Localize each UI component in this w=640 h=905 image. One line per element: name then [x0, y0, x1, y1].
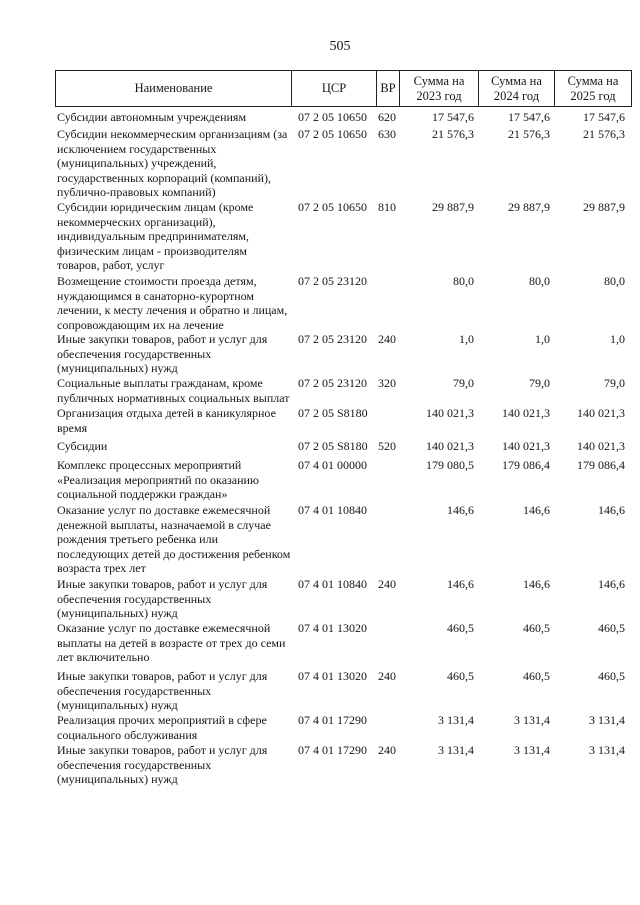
row-sum-2025: 29 887,9	[583, 200, 625, 214]
row-sum-2023: 3 131,4	[438, 743, 474, 757]
row-csr-code: 07 4 01 10840	[298, 503, 367, 517]
row-csr-code: 07 2 05 10650	[298, 200, 367, 214]
row-sum-2024: 140 021,3	[502, 406, 550, 420]
page-number: 505	[329, 39, 351, 54]
row-csr-code: 07 4 01 10840	[298, 577, 367, 591]
row-sum-2025: 3 131,4	[589, 743, 625, 757]
row-sum-2024: 460,5	[523, 669, 550, 683]
row-sum-2025: 79,0	[604, 376, 625, 390]
row-csr-code: 07 2 05 23120	[298, 376, 367, 390]
header-csr: ЦСР	[291, 71, 376, 106]
row-sum-2024: 179 086,4	[502, 458, 550, 472]
row-vr-code: 630	[378, 127, 396, 141]
row-sum-2023: 21 576,3	[432, 127, 474, 141]
row-sum-2025: 140 021,3	[577, 406, 625, 420]
row-sum-2023: 179 080,5	[426, 458, 474, 472]
row-sum-2025: 80,0	[604, 274, 625, 288]
row-sum-2024: 29 887,9	[508, 200, 550, 214]
row-sum-2025: 17 547,6	[583, 110, 625, 124]
row-sum-2023: 140 021,3	[426, 439, 474, 453]
row-sum-2024: 3 131,4	[514, 743, 550, 757]
row-name: Иные закупки товаров, работ и услуг для обеспечения государственных (муниципальных) нужд	[57, 577, 268, 620]
row-sum-2024: 21 576,3	[508, 127, 550, 141]
row-sum-2023: 1,0	[459, 332, 474, 346]
row-name: Иные закупки товаров, работ и услуг для обеспечения государственных (муниципальных) нужд	[57, 743, 268, 786]
row-sum-2025: 460,5	[598, 669, 625, 683]
row-name: Субсидии автономным учреждениям	[57, 110, 247, 124]
row-sum-2023: 29 887,9	[432, 200, 474, 214]
row-sum-2023: 146,6	[447, 503, 474, 517]
row-sum-2023: 460,5	[447, 669, 474, 683]
row-name: Иные закупки товаров, работ и услуг для обеспечения государственных (муниципальных) нужд	[57, 332, 268, 375]
row-sum-2023: 460,5	[447, 621, 474, 635]
row-name: Оказание услуг по доставке ежемесячной выплаты на детей в возрасте от трех до семи лет включительно	[57, 621, 286, 664]
row-vr-code: 240	[378, 577, 396, 591]
row-csr-code: 07 2 05 S8180	[298, 439, 368, 453]
row-sum-2023: 146,6	[447, 577, 474, 591]
row-csr-code: 07 4 01 00000	[298, 458, 367, 472]
row-sum-2025: 140 021,3	[577, 439, 625, 453]
row-sum-2023: 140 021,3	[426, 406, 474, 420]
table-header	[55, 70, 632, 107]
row-sum-2025: 3 131,4	[589, 713, 625, 727]
row-sum-2023: 17 547,6	[432, 110, 474, 124]
header-name: Наименование	[134, 81, 213, 96]
header-sum-2024: Сумма на 2024 год	[478, 71, 554, 106]
row-vr-code: 620	[378, 110, 396, 124]
row-sum-2024: 140 021,3	[502, 439, 550, 453]
row-csr-code: 07 4 01 17290	[298, 713, 367, 727]
row-name: Иные закупки товаров, работ и услуг для обеспечения государственных (муниципальных) нужд	[57, 669, 268, 712]
row-name: Субсидии юридическим лицам (кроме некоммерческих организаций), индивидуальным предпринимателям, физическим лицам - производителям товаров, работ, услуг	[57, 200, 254, 272]
row-csr-code: 07 2 05 23120	[298, 332, 367, 346]
row-vr-code: 810	[378, 200, 396, 214]
row-name: Организация отдыха детей в каникулярное время	[57, 406, 276, 435]
row-csr-code: 07 2 05 10650	[298, 110, 367, 124]
row-name: Социальные выплаты гражданам, кроме публичных нормативных социальных выплат	[57, 376, 290, 405]
row-sum-2025: 460,5	[598, 621, 625, 635]
row-sum-2024: 80,0	[529, 274, 550, 288]
row-csr-code: 07 4 01 13020	[298, 621, 367, 635]
row-sum-2024: 79,0	[529, 376, 550, 390]
row-sum-2023: 3 131,4	[438, 713, 474, 727]
header-sum-2023: Сумма на 2023 год	[399, 71, 478, 106]
row-sum-2025: 179 086,4	[577, 458, 625, 472]
row-name: Субсидии некоммерческим организациям (за исключением государственных (муниципальных) учреждений, государственных корпораций (компаний), публично-правовых компаний)	[57, 127, 288, 199]
row-sum-2024: 460,5	[523, 621, 550, 635]
row-csr-code: 07 2 05 10650	[298, 127, 367, 141]
header-sum-2025: Сумма на 2025 год	[554, 71, 631, 106]
row-csr-code: 07 4 01 13020	[298, 669, 367, 683]
row-sum-2024: 17 547,6	[508, 110, 550, 124]
row-csr-code: 07 4 01 17290	[298, 743, 367, 757]
row-name: Субсидии	[57, 439, 108, 453]
row-sum-2024: 146,6	[523, 577, 550, 591]
row-sum-2025: 21 576,3	[583, 127, 625, 141]
row-vr-code: 240	[378, 743, 396, 757]
row-sum-2025: 1,0	[610, 332, 625, 346]
row-sum-2025: 146,6	[598, 503, 625, 517]
row-sum-2024: 1,0	[535, 332, 550, 346]
row-sum-2023: 80,0	[453, 274, 474, 288]
row-vr-code: 240	[378, 332, 396, 346]
row-csr-code: 07 2 05 S8180	[298, 406, 368, 420]
row-vr-code: 520	[378, 439, 396, 453]
row-name: Комплекс процессных мероприятий «Реализация мероприятий по оказанию социальной поддержки граждан»	[57, 458, 259, 501]
row-name: Возмещение стоимости проезда детям, нуждающимся в санаторно-курортном лечении, к месту лечения и обратно и лицам, сопровождающим их на лечение	[57, 274, 288, 332]
row-vr-code: 240	[378, 669, 396, 683]
header-vr: ВР	[376, 71, 399, 106]
row-sum-2023: 79,0	[453, 376, 474, 390]
row-sum-2024: 146,6	[523, 503, 550, 517]
row-sum-2024: 3 131,4	[514, 713, 550, 727]
row-name: Реализация прочих мероприятий в сфере социального обслуживания	[57, 713, 267, 742]
row-sum-2025: 146,6	[598, 577, 625, 591]
row-vr-code: 320	[378, 376, 396, 390]
row-name: Оказание услуг по доставке ежемесячной денежной выплаты, назначаемой в случае рождения третьего ребенка или последующих детей до достижения ребенком возраста трех лет	[57, 503, 291, 575]
row-csr-code: 07 2 05 23120	[298, 274, 367, 288]
